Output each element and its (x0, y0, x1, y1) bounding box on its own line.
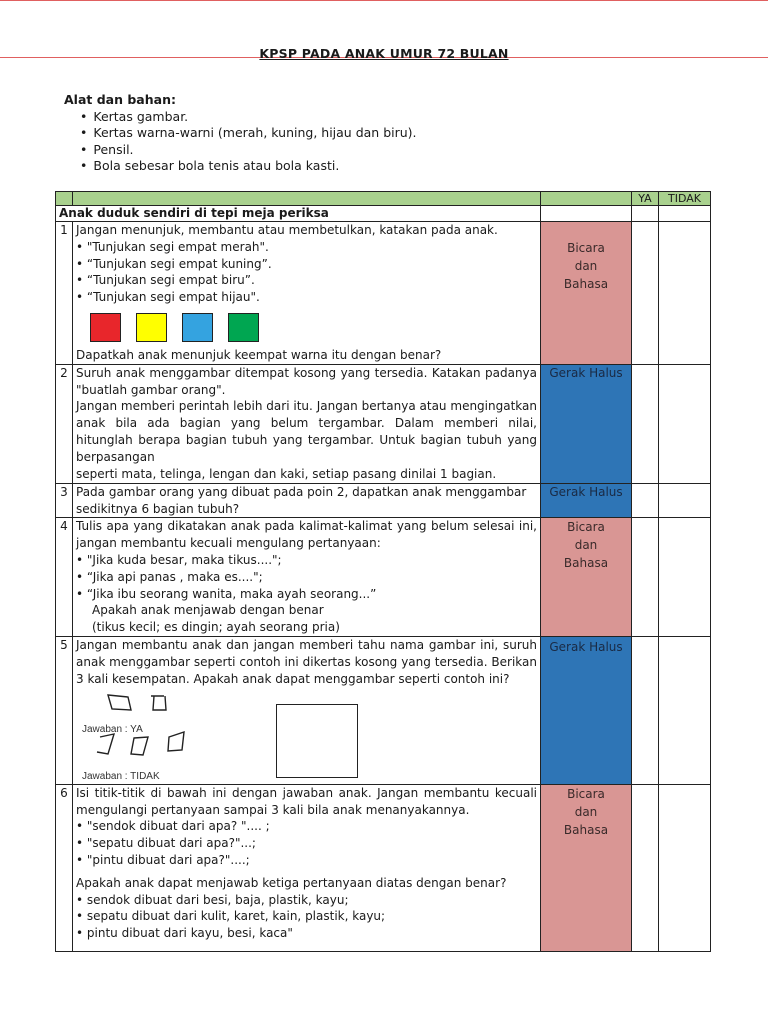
category-cell: Bicara dan Bahasa (541, 784, 632, 951)
ya-checkbox[interactable] (632, 222, 659, 365)
category-cell: Gerak Halus (541, 637, 632, 784)
ya-checkbox[interactable] (632, 483, 659, 518)
top-red-line (0, 0, 768, 1)
ya-checkbox[interactable] (632, 637, 659, 784)
answer-tidak-label: Jawaban : TIDAK (82, 770, 160, 782)
materials-item: • Kertas warna-warni (merah, kuning, hijau dan biru). (80, 125, 417, 142)
category-cell: Bicara dan Bahasa (541, 518, 632, 637)
materials-list (64, 109, 417, 175)
question-cell: Isi titik-titik di bawah ini dengan jawaban anak. Jangan membantu kecuali mengulangi pertanyaan sampai 3 kali bila anak menanyakannya. • "sendok dibuat dari apa? ".... ; • "sepatu dibuat dari apa?"...; • "pintu dibuat dari apa?"....; Apakah anak dapat menjawab ketiga pertanyaan diatas dengan benar? • sendok dibuat dari besi, baja, plastik, kayu; • sepatu dibuat dari kulit, karet, kain, plastik, kayu; • pintu dibuat dari kayu, besi, kaca" (73, 784, 541, 951)
ya-checkbox[interactable] (632, 518, 659, 637)
col-tidak-header: TIDAK (659, 192, 711, 206)
row-number: 2 (56, 364, 73, 483)
blue-square (182, 313, 213, 342)
kpsp-table (55, 191, 711, 952)
drawing-example (76, 692, 376, 782)
materials-heading: Alat dan bahan: (64, 92, 176, 107)
red-square (90, 313, 121, 342)
table-row (56, 784, 711, 951)
materials-item: • Kertas gambar. (80, 109, 417, 126)
ya-checkbox[interactable] (632, 784, 659, 951)
question-cell: Suruh anak menggambar ditempat kosong yang tersedia. Katakan padanya "buatlah gambar orang". Jangan memberi perintah lebih dari itu. Jangan bertanya atau mengingatkan anak bila ada bagian yang belum tergambar. Dalam memberi nilai, hitunglah berapa bagian tubuh yang tergambar. Untuk bagian tubuh yang berpasangan seperti mata, telinga, lengan dan kaki, setiap pasang dinilai 1 bagian. (73, 364, 541, 483)
question-cell: Jangan menunjuk, membantu atau membetulkan, katakan pada anak. • "Tunjukan segi empat merah". • “Tunjukan segi empat kuning”. • “Tunjukan segi empat biru”. • “Tunjukan segi empat hijau". Dapatkah anak menunjuk keempat warna itu dengan benar? (73, 222, 541, 365)
table-row (56, 364, 711, 483)
question-cell: Pada gambar orang yang dibuat pada poin 2, dapatkan anak menggambar sedikitnya 6 bagian tubuh? (73, 483, 541, 518)
question-cell: Tulis apa yang dikatakan anak pada kalimat-kalimat yang belum selesai ini, jangan membantu kecuali mengulang pertanyaan: • "Jika kuda besar, maka tikus...."; • “Jika api panas , maka es...."; • “Jika ibu seorang wanita, maka ayah seorang...” Apakah anak menjawab dengan benar (tikus kecil; es dingin; ayah seorang pria) (73, 518, 541, 637)
category-cell: Gerak Halus (541, 483, 632, 518)
drawing-square (276, 704, 358, 778)
tidak-checkbox[interactable] (659, 483, 711, 518)
tidak-checkbox[interactable] (659, 518, 711, 637)
materials-item: • Bola sebesar bola tenis atau bola kasti. (80, 158, 417, 175)
col-ya-header: YA (632, 192, 659, 206)
table-row (56, 222, 711, 365)
row-number: 3 (56, 483, 73, 518)
table-row (56, 637, 711, 784)
table-row (56, 518, 711, 637)
table-header-row (56, 192, 711, 206)
tidak-checkbox[interactable] (659, 637, 711, 784)
tidak-checkbox[interactable] (659, 784, 711, 951)
question-cell: Jangan membantu anak dan jangan memberi tahu nama gambar ini, suruh anak menggambar seperti contoh ini dikertas kosong yang tersedia. Berikan 3 kali kesempatan. Apakah anak dapat menggambar seperti contoh ini? Jawaban : YA Jawaban : TIDAK (73, 637, 541, 784)
tidak-checkbox[interactable] (659, 364, 711, 483)
row-number: 1 (56, 222, 73, 365)
ya-checkbox[interactable] (632, 364, 659, 483)
materials-section (64, 92, 417, 175)
answer-ya-label: Jawaban : YA (82, 723, 143, 735)
green-square (228, 313, 259, 342)
row-number: 6 (56, 784, 73, 951)
row-number: 5 (56, 637, 73, 784)
table-subheader-row (56, 206, 711, 222)
page-title: KPSP PADA ANAK UMUR 72 BULAN (259, 46, 509, 61)
tidak-checkbox[interactable] (659, 222, 711, 365)
materials-item: • Pensil. (80, 142, 417, 159)
table-row (56, 483, 711, 518)
yellow-square (136, 313, 167, 342)
subheader-label: Anak duduk sendiri di tepi meja periksa (56, 206, 541, 222)
row-number: 4 (56, 518, 73, 637)
category-cell: Bicara dan Bahasa (541, 222, 632, 365)
color-squares (76, 306, 537, 347)
category-cell: Gerak Halus (541, 364, 632, 483)
